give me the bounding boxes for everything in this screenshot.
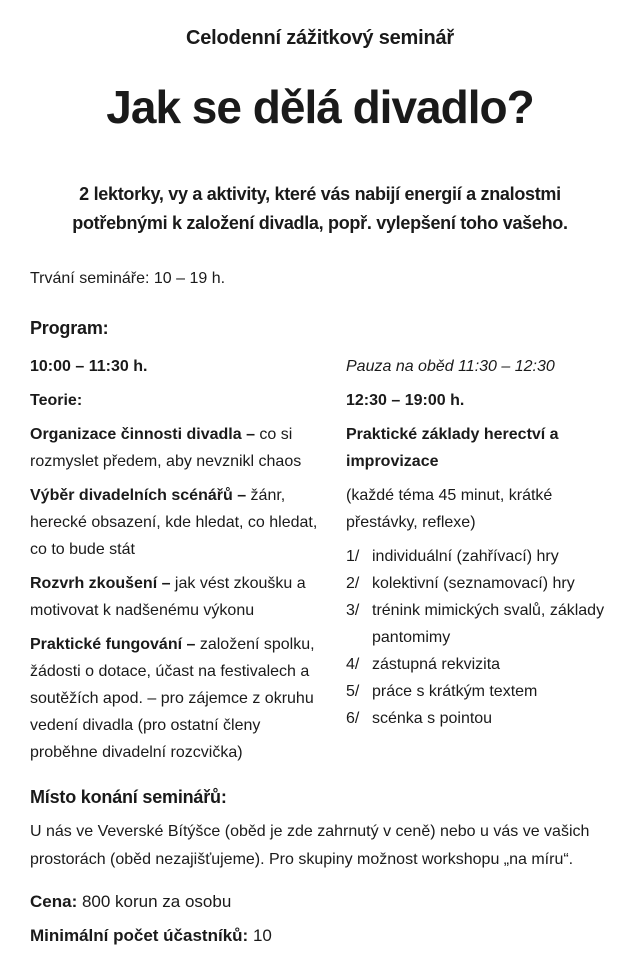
program-item-lead: Praktické fungování – [30, 636, 200, 653]
right-time-slot: 12:30 – 19:00 h. [346, 392, 465, 409]
list-item-text: práce s krátkým textem [372, 683, 538, 700]
price-value: 800 korun za osobu [81, 892, 232, 911]
program-item-text: žánr, herecké obsazení, kde hledat, co hledat, co to bude stát [30, 487, 318, 558]
program-item-text: jak vést zkoušku a motivovat k nadšenému výkonu [30, 575, 306, 619]
price-line [30, 892, 640, 912]
location-text: U nás ve Veverské Bítýšce (oběd je zde zahrnutý v ceně) nebo u vás ve vašich prostorách (oběd nezajišťujeme). Pro skupiny možnost workshopu „na míru“. [30, 823, 590, 868]
min-participants-label: Minimální počet účastníků: [30, 926, 249, 945]
program-item-text: založení spolku, žádosti o dotace, účast na festivalech a soutěžích apod. – pro zájemce z okruhu vedení divadla (pro ostatní členy proběhne divadelní rozcvička) [30, 636, 315, 761]
list-item [346, 678, 612, 705]
list-item-text: kolektivní (seznamovací) hry [372, 575, 575, 592]
min-participants-line [30, 926, 640, 946]
list-item-number: 1/ [346, 548, 360, 565]
list-item-number: 6/ [346, 710, 360, 727]
list-item-text: zástupná rekvizita [372, 656, 501, 673]
subtitle-line-2: potřebnými k založení divadla, popř. vylepšení toho vašeho. [72, 213, 568, 233]
list-item-number: 2/ [346, 575, 360, 592]
left-section-label: Teorie: [30, 392, 83, 409]
list-item-number: 4/ [346, 656, 360, 673]
program-item [30, 570, 322, 624]
program-item-lead: Výběr divadelních scénářů – [30, 487, 251, 504]
program-left-column [30, 353, 322, 773]
program-item-lead: Rozvrh zkoušení – [30, 575, 175, 592]
list-item [346, 543, 612, 570]
list-item [346, 597, 612, 651]
program-columns [0, 353, 640, 773]
list-item [346, 570, 612, 597]
program-item [30, 421, 322, 475]
subtitle-line-1: 2 lektorky, vy a aktivity, které vás nabijí energií a znalostmi [79, 184, 561, 204]
list-item-text: scénka s pointou [372, 710, 493, 727]
left-time-slot: 10:00 – 11:30 h. [30, 358, 148, 375]
list-item [346, 651, 612, 678]
program-item [30, 631, 322, 766]
subtitle [0, 180, 640, 238]
program-heading: Program: [30, 318, 109, 338]
lunch-break-note: Pauza na oběd 11:30 – 12:30 [346, 358, 555, 375]
kicker-text: Celodenní zážitkový seminář [185, 27, 455, 49]
list-item-number: 3/ [346, 602, 360, 619]
page-title: Jak se dělá divadlo? [106, 81, 534, 133]
right-section-label: Praktické základy herectví a improvizace [346, 426, 559, 470]
list-item [346, 705, 612, 732]
program-item [30, 482, 322, 563]
min-participants-value: 10 [252, 926, 272, 945]
program-item-lead: Organizace činnosti divadla – [30, 426, 260, 443]
list-item-text: trénink mimických svalů, základy pantomimy [372, 602, 605, 646]
location-heading: Místo konání seminářů: [30, 787, 227, 807]
right-section-note: (každé téma 45 minut, krátké přestávky, reflexe) [346, 487, 553, 531]
seminar-duration: Trvání semináře: 10 – 19 h. [30, 270, 226, 287]
list-item-number: 5/ [346, 683, 360, 700]
activities-list [346, 543, 612, 732]
price-label: Cena: [30, 892, 78, 911]
program-right-column [346, 353, 612, 773]
program-item-text: co si rozmyslet předem, aby nevznikl chaos [30, 426, 302, 470]
list-item-text: individuální (zahřívací) hry [372, 548, 559, 565]
